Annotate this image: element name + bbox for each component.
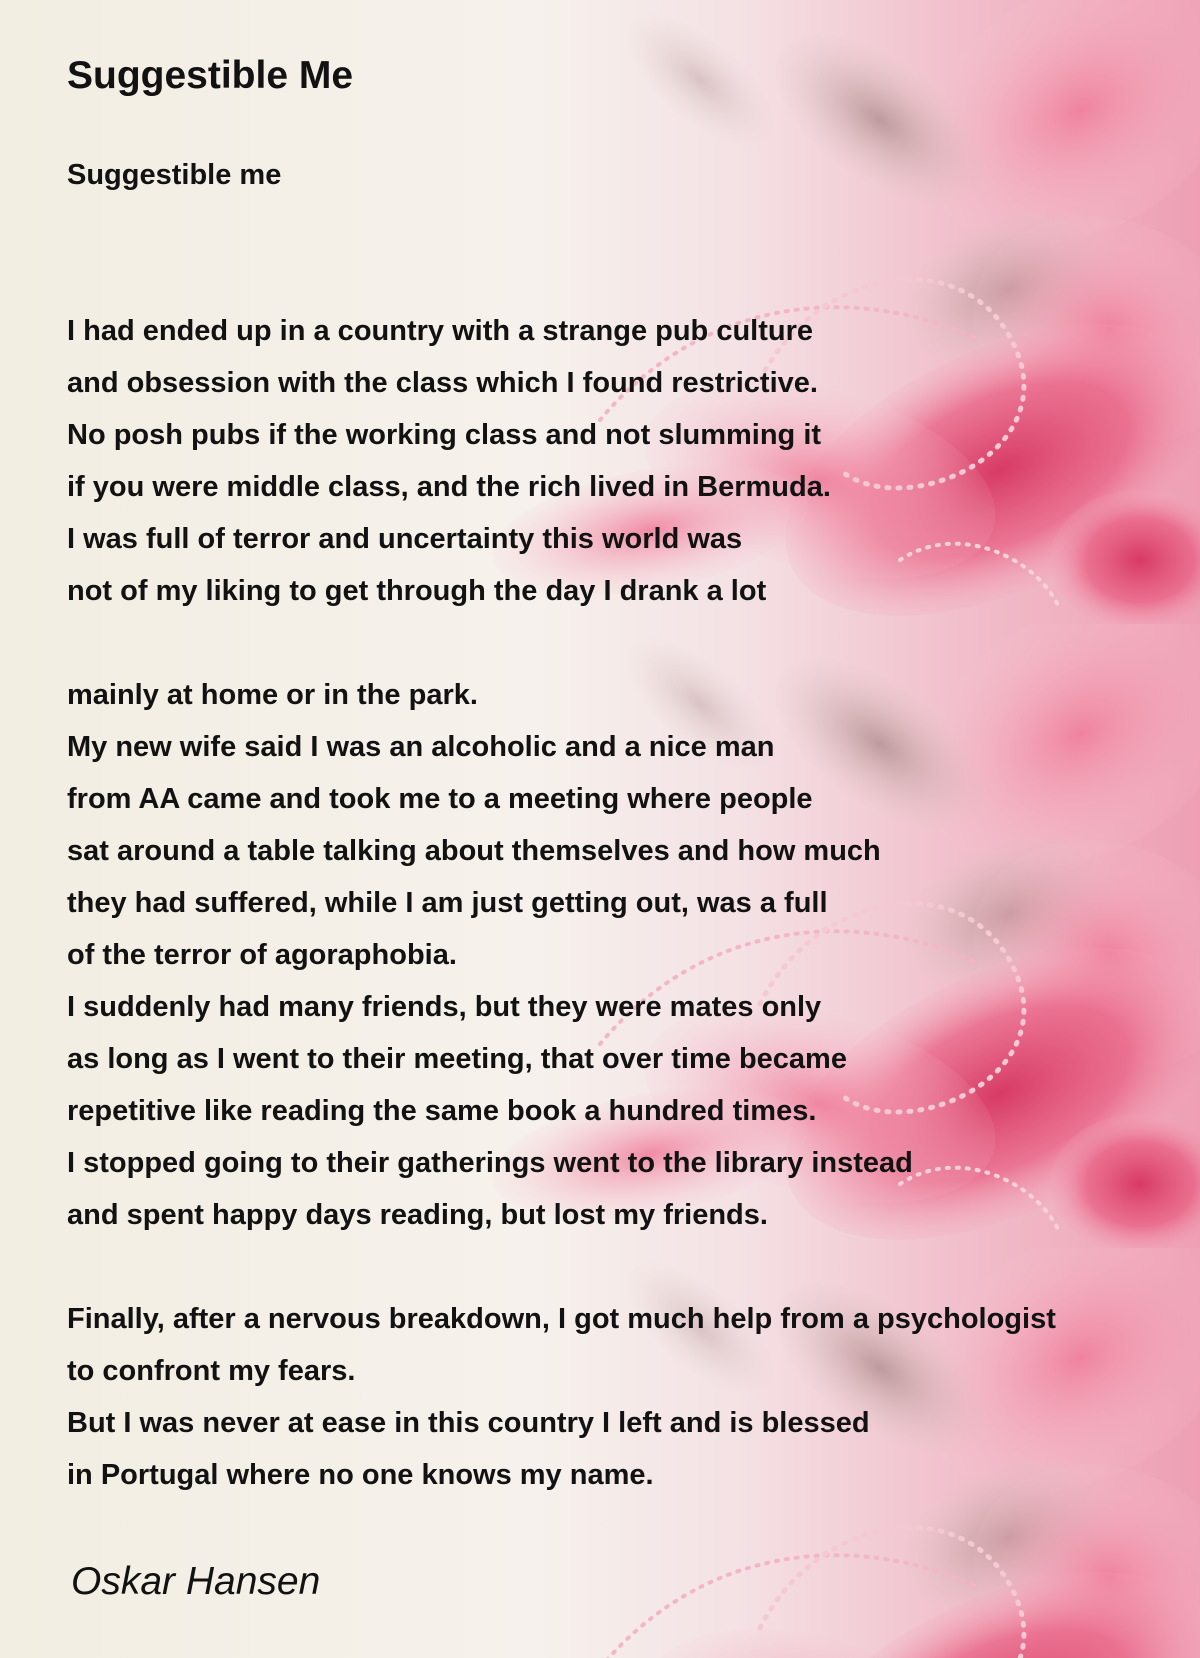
poem-line: and spent happy days reading, but lost my friends. (67, 1199, 768, 1231)
poem-title: Suggestible Me (67, 54, 354, 97)
poem-line: and obsession with the class which I found restrictive. (67, 367, 818, 399)
poem-line: not of my liking to get through the day I drank a lot (67, 575, 767, 607)
poem-line: repetitive like reading the same book a hundred times. (67, 1095, 817, 1127)
poem-line: I was full of terror and uncertainty this world was (67, 523, 743, 555)
poem-subtitle: Suggestible me (67, 159, 282, 191)
stanza-1 (67, 305, 831, 617)
author-name: Oskar Hansen (71, 1560, 321, 1603)
poem-line: My new wife said I was an alcoholic and a nice man (67, 731, 775, 763)
poem-line: No posh pubs if the working class and not slumming it (67, 419, 822, 451)
poem-page (67, 0, 1187, 1658)
poem-line: in Portugal where no one knows my name. (67, 1459, 654, 1491)
stanza-2 (67, 669, 913, 1241)
poem-line: sat around a table talking about themselves and how much (67, 835, 881, 867)
poem-line: Finally, after a nervous breakdown, I got much help from a psychologist (67, 1303, 1056, 1335)
poem-line: But I was never at ease in this country I left and is blessed (67, 1407, 870, 1439)
poem-line: as long as I went to their meeting, that over time became (67, 1043, 847, 1075)
poem-line: to confront my fears. (67, 1355, 356, 1387)
poem-line: I stopped going to their gatherings went to the library instead (67, 1147, 913, 1179)
poem-line: if you were middle class, and the rich lived in Bermuda. (67, 471, 831, 503)
poem-line: I had ended up in a country with a strange pub culture (67, 315, 814, 347)
poem-line: they had suffered, while I am just getting out, was a full (67, 887, 828, 919)
poem-line: mainly at home or in the park. (67, 679, 478, 711)
poem-line: of the terror of agoraphobia. (67, 939, 457, 971)
stanza-3 (67, 1293, 1056, 1501)
poem-line: I suddenly had many friends, but they were mates only (67, 991, 822, 1023)
poem-line: from AA came and took me to a meeting where people (67, 783, 813, 815)
